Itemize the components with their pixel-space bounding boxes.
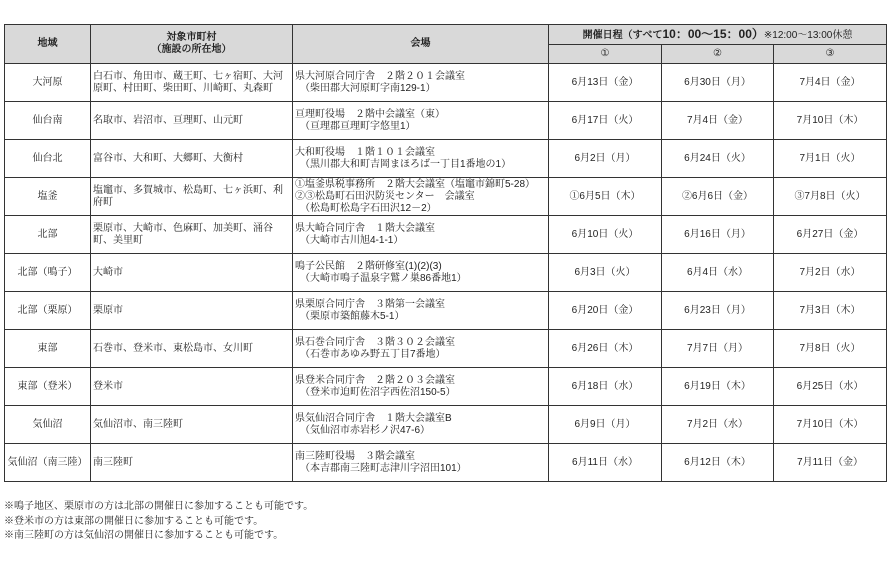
date-cell-3: 7月1日（火） [774,140,887,178]
venue-cell [293,178,549,216]
venue-line: 県大崎合同庁舎 １階大会議室 [295,222,435,234]
venue-line: 南三陸町役場 ３階会議室 [295,450,415,462]
area-cell: 東部 [5,330,91,368]
header-area: 地域 [5,25,91,64]
venue-cell [293,406,549,444]
header-municipalities-subtitle: （施設の所在地） [151,44,232,55]
venue-line: （栗原市築館藤木5-1） [300,310,405,322]
municipalities-cell: 大崎市 [91,254,293,292]
date-cell-3: 7月10日（木） [774,102,887,140]
venue-cell [293,292,549,330]
area-cell: 東部（登米） [5,368,91,406]
venue-cell [293,368,549,406]
header-round-1: ① [549,45,662,64]
date-cell-3: 7月3日（木） [774,292,887,330]
date-cell-1: 6月11日（水） [549,444,662,482]
table-row [5,64,887,102]
area-cell: 北部（鳴子） [5,254,91,292]
venue-line: （大崎市鳴子温泉字鷲ノ巣86番地1） [300,272,467,284]
venue-line: 県登米合同庁舎 ２階２０３会議室 [295,374,455,386]
date-cell-3: 7月2日（水） [774,254,887,292]
venue-line: ②③松島町石田沢防災センター 会議室 [295,190,475,202]
header-round-3: ③ [774,45,887,64]
date-cell-2: 7月4日（金） [662,102,774,140]
venue-line: 県気仙沼合同庁舎 １階大会議室B [295,412,452,424]
venue-line: （黒川郡大和町吉岡まほろば一丁目1番地の1） [300,158,512,170]
venue-line: （気仙沼市赤岩杉ノ沢47-6） [300,424,431,436]
date-cell-3: 7月8日（火） [774,330,887,368]
schedule-time: 10：00～15：00） [662,26,764,41]
venue-line: （石巻市あゆみ野五丁目7番地） [300,348,446,360]
date-cell-2: 6月19日（木） [662,368,774,406]
area-cell: 気仙沼（南三陸） [5,444,91,482]
venue-line: （松島町松島字石田沢12－2） [300,202,437,214]
venue-cell [293,444,549,482]
date-cell-3: 6月25日（水） [774,368,887,406]
header-schedule [549,25,887,45]
date-cell-3: ③7月8日（火） [774,178,887,216]
footnote: ※登米市の方は東部の開催日に参加することも可能です。 [4,515,264,527]
table-row [5,216,887,254]
table-row [5,178,887,216]
venue-cell [293,254,549,292]
venue-line: （亘理郡亘理町字悠里1） [300,120,416,132]
date-cell-1: 6月17日（火） [549,102,662,140]
schedule-prefix: 開催日程（すべて [582,29,663,41]
date-cell-2: ②6月6日（金） [662,178,774,216]
municipalities-cell: 気仙沼市、南三陸町 [91,406,293,444]
venue-line: ①塩釜県税事務所 ２階大会議室（塩竈市錦町5-28） [295,178,536,190]
date-cell-1: 6月20日（金） [549,292,662,330]
venue-line: 県栗原合同庁舎 ３階第一会議室 [295,298,445,310]
date-cell-3: 6月27日（金） [774,216,887,254]
area-cell: 大河原 [5,64,91,102]
footnotes [4,500,313,544]
date-cell-1: 6月13日（金） [549,64,662,102]
municipalities-cell: 南三陸町 [91,444,293,482]
venue-cell [293,64,549,102]
date-cell-2: 7月2日（水） [662,406,774,444]
venue-cell [293,102,549,140]
table-row [5,140,887,178]
date-cell-3: 7月4日（金） [774,64,887,102]
venue-line: 県石巻合同庁舎 ３階３０２会議室 [295,336,455,348]
footnote: ※南三陸町の方は気仙沼の開催日に参加することも可能です。 [4,530,284,541]
schedule-table [4,24,887,482]
header-municipalities [91,25,293,64]
header-venue: 会場 [293,25,549,64]
header-round-2: ② [662,45,774,64]
venue-cell [293,216,549,254]
table-row [5,368,887,406]
municipalities-cell: 栗原市 [91,292,293,330]
date-cell-1: 6月10日（火） [549,216,662,254]
date-cell-2: 6月30日（月） [662,64,774,102]
municipalities-cell: 名取市、岩沼市、亘理町、山元町 [91,102,293,140]
municipalities-cell: 白石市、角田市、蔵王町、七ヶ宿町、大河原町、村田町、柴田町、川崎町、丸森町 [91,64,293,102]
date-cell-3: 7月10日（木） [774,406,887,444]
date-cell-1: ①6月5日（木） [549,178,662,216]
area-cell: 気仙沼 [5,406,91,444]
date-cell-2: 6月23日（月） [662,292,774,330]
date-cell-2: 6月4日（水） [662,254,774,292]
date-cell-3: 7月11日（金） [774,444,887,482]
table-row [5,102,887,140]
date-cell-1: 6月26日（木） [549,330,662,368]
municipalities-cell: 塩竈市、多賀城市、松島町、七ヶ浜町、利府町 [91,178,293,216]
date-cell-2: 7月7日（月） [662,330,774,368]
municipalities-cell: 石巻市、登米市、東松島市、女川町 [91,330,293,368]
schedule-break-note: ※12:00～13:00休憩 [763,29,853,41]
venue-cell [293,140,549,178]
area-cell: 北部（栗原） [5,292,91,330]
table-row [5,406,887,444]
venue-line: 県大河原合同庁舎 ２階２０１会議室 [295,70,465,82]
venue-line: 亘理町役場 ２階中会議室（東） [295,108,445,120]
area-cell: 塩釜 [5,178,91,216]
venue-line: （柴田郡大河原町字南129-1） [300,82,436,94]
date-cell-2: 6月12日（木） [662,444,774,482]
area-cell: 仙台南 [5,102,91,140]
date-cell-1: 6月18日（水） [549,368,662,406]
table-row [5,254,887,292]
date-cell-2: 6月24日（火） [662,140,774,178]
area-cell: 仙台北 [5,140,91,178]
table-row [5,330,887,368]
date-cell-2: 6月16日（月） [662,216,774,254]
date-cell-1: 6月2日（月） [549,140,662,178]
venue-line: 大和町役場 １階１０１会議室 [295,146,435,158]
venue-cell [293,330,549,368]
venue-line: （本吉郡南三陸町志津川字沼田101） [300,462,467,474]
table-row [5,444,887,482]
area-cell: 北部 [5,216,91,254]
municipalities-cell: 登米市 [91,368,293,406]
venue-line: （登米市迫町佐沼字西佐沼150-5） [300,386,456,398]
venue-line: 鳴子公民館 ２階研修室(1)(2)(3) [295,260,442,272]
municipalities-cell: 富谷市、大和町、大郷町、大衡村 [91,140,293,178]
municipalities-cell: 栗原市、大崎市、色麻町、加美町、涌谷町、美里町 [91,216,293,254]
date-cell-1: 6月9日（月） [549,406,662,444]
date-cell-1: 6月3日（火） [549,254,662,292]
header-municipalities-title: 対象市町村 [166,32,217,43]
table-row [5,292,887,330]
venue-line: （大崎市古川旭4-1-1） [300,234,404,246]
footnote: ※鳴子地区、栗原市の方は北部の開催日に参加することも可能です。 [4,501,314,512]
